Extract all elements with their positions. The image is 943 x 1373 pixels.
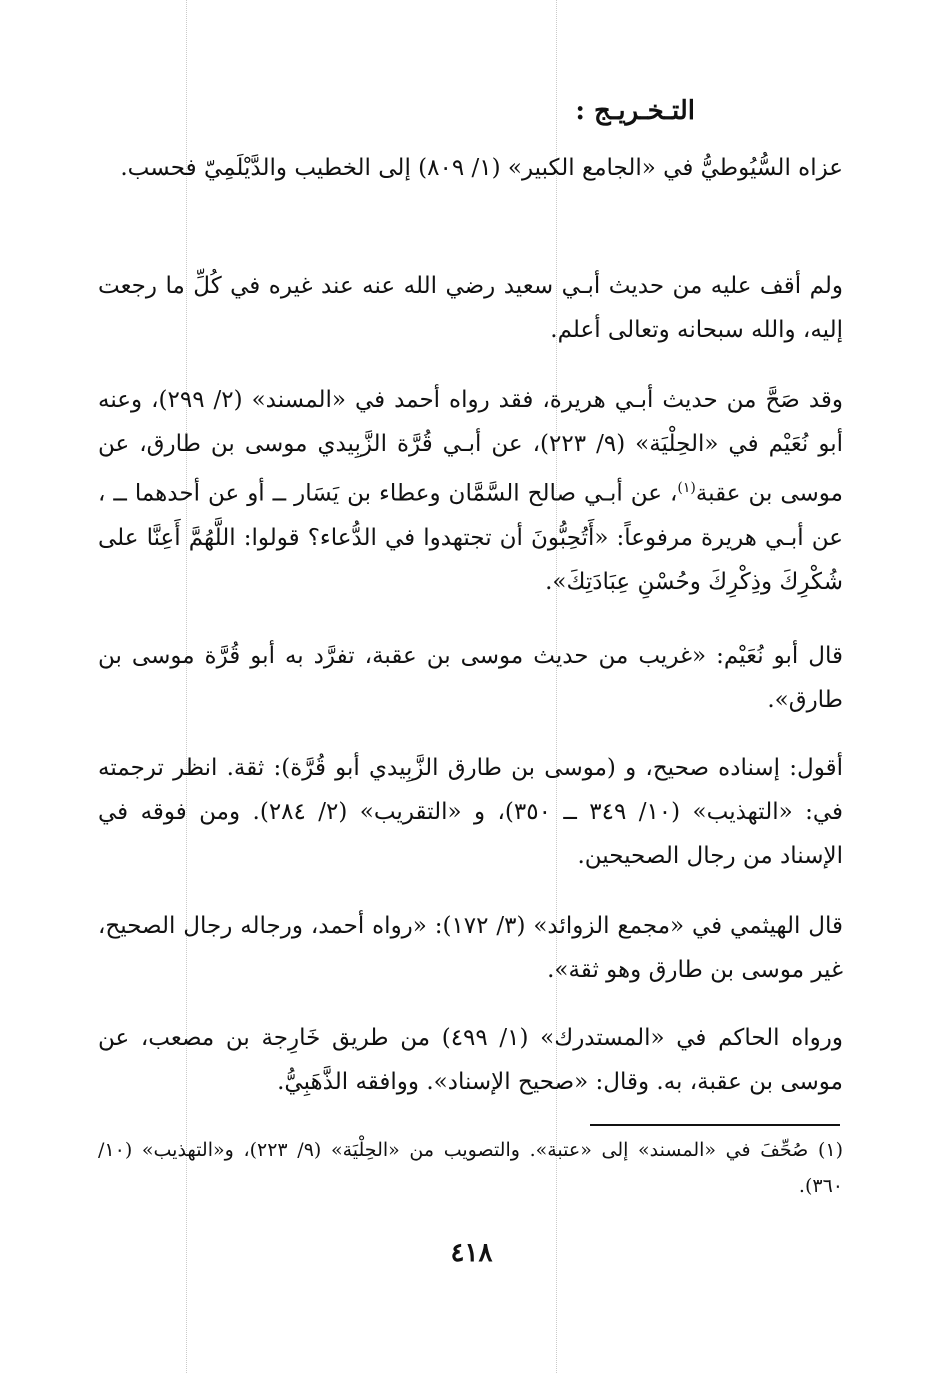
- paragraph-abu-nuaym-comment: قال أبو نُعَيْم: «غريب من حديث موسى بن عقبة، تفرَّد به أبو قُرَّة موسى بن طارق».: [98, 643, 843, 713]
- paragraph-hakim: ورواه الحاكم في «المستدرك» (١/ ٤٩٩) من طريق خَارِجة بن مصعب، عن موسى بن عقبة، به. وقال: «صحيح الإسناد». ووافقه الذَّهَبِيُّ.: [98, 1025, 843, 1095]
- footnote-text: (١) صُحِّفَ في «المسند» إلى «عتبة». والتصويب من «الحِلْيَة» (٩/ ٢٢٣)، و«التهذيب» (١٠/ ٣٦٠).: [98, 1139, 843, 1197]
- page-number: ٤١٨: [450, 1238, 493, 1268]
- section-heading: التـخـريـج :: [575, 96, 695, 126]
- footnote-separator: [590, 1124, 840, 1126]
- paragraph-authentic-chain: [98, 378, 843, 604]
- paragraph-not-found: ولم أقف عليه من حديث أبـي سعيد رضي الله عنه عند غيره في كُلِّ ما رجعت إليه، والله سبحانه وتعالى أعلم.: [98, 273, 843, 343]
- footnote-marker: (١): [677, 480, 696, 496]
- paragraph-haythami: قال الهيثمي في «مجمع الزوائد» (٣/ ١٧٢): «رواه أحمد، ورجاله رجال الصحيح، غير موسى بن طارق وهو ثقة».: [98, 913, 843, 983]
- paragraph-attribution: عزاه السُّيُوطيُّ في «الجامع الكبير» (١/ ٨٠٩) إلى الخطيب والدَّيْلَمِيّ فحسب.: [120, 155, 843, 181]
- paragraph-authentic-chain-part1: وقد صَحَّ من حديث أبـي هريرة، فقد رواه أحمد في «المسند» (٢/ ٢٩٩)، وعنه أبو نُعَيْم في «الحِلْيَة» (٩/ ٢٢٣)، عن أبـي قُرَّة الزَّبِيدي موسى بن طارق، عن موسى بن عقبة: [98, 387, 843, 507]
- paragraph-authentic-chain-part2: ، عن أبـي صالح السَّمَّان وعطاء بن يَسَار ــ أو عن أحدهما ــ ، عن أبـي هريرة مرفوعاً: «أَتُحِبُّونَ أن تجتهدوا في الدُّعاء؟ قولوا: اللَّهُمَّ أَعِنَّا على شُكْرِكَ وذِكْرِكَ وحُسْنِ عِبَادَتِكَ».: [98, 480, 843, 595]
- paragraph-author-verdict: أقول: إسناده صحيح، و (موسى بن طارق الزَّبِيدي أبو قُرَّة): ثقة. انظر ترجمته في: «التهذيب» (١٠/ ٣٤٩ ــ ٣٥٠)، و «التقريب» (٢/ ٢٨٤). ومن فوقه في الإسناد من رجال الصحيحين.: [98, 755, 844, 869]
